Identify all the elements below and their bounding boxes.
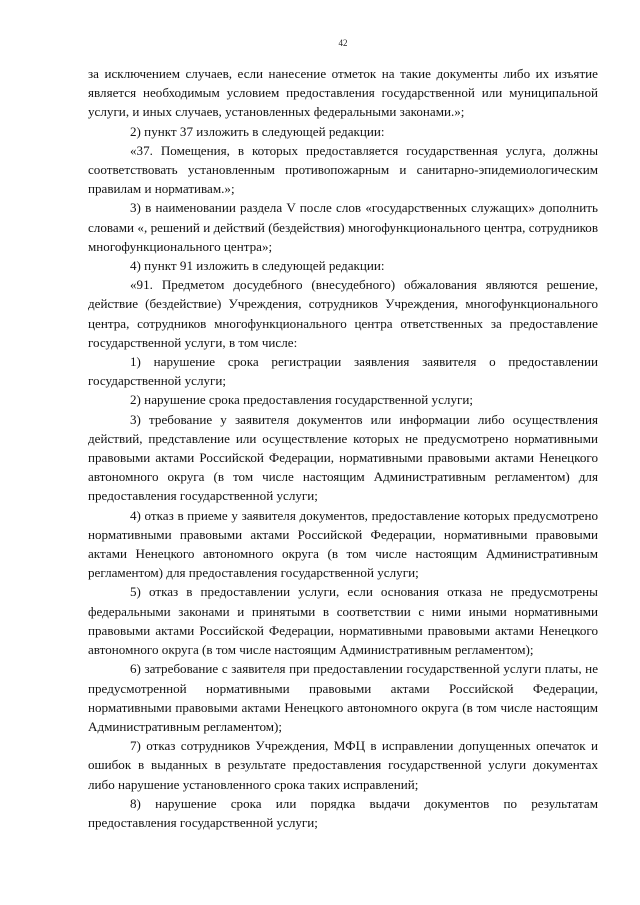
list-item-3: 3) требование у заявителя документов или информации либо осуществления действий, представление или осуществление которых не предусмотрено нормативными правовыми актами Российской Федерации, нормативными правовыми актами Ненецкого автономного округа (в том числе настоящим Административным регламентом) для предоставления государственной услуги;	[88, 411, 598, 504]
list-item-5: 5) отказ в предоставлении услуги, если основания отказа не предусмотрены федеральными законами и принятыми в соответствии с ними иными нормативными правовыми актами Российской Федерации, нормативными правовыми актами Ненецкого автономного округа (в том числе настоящим Административным регламентом);	[88, 584, 598, 658]
list-item-4: 4) отказ в приеме у заявителя документов, предоставление которых предусмотрено нормативными правовыми актами Российской Федерации, нормативными правовыми актами Ненецкого автономного округа (в том числе настоящим Административным регламентом) для предоставления государственной услуги;	[88, 507, 598, 581]
page-number: 42	[338, 38, 348, 48]
list-item-1: 1) нарушение срока регистрации заявления заявителя о предоставлении государственной услуги;	[88, 354, 598, 389]
paragraph-clause-91: «91. Предметом досудебного (внесудебного) обжалования являются решение, действие (бездействие) Учреждения, сотрудников Учреждения, многофункционального центра, сотрудников многофункционального центра ответственных за предоставление государственной услуги, в том числе:	[88, 277, 598, 350]
paragraph-clause-37: «37. Помещения, в которых предоставляется государственная услуга, должны соответствовать установленным противопожарным и санитарно-эпидемиологическим правилам и нормативам.»;	[88, 142, 598, 197]
document-body	[88, 64, 598, 832]
list-item-8: 8) нарушение срока или порядка выдачи документов по результатам предоставления государственной услуги;	[88, 795, 598, 830]
paragraph-exceptions-tail: за исключением случаев, если нанесение отметок на такие документы либо их изъятие является необходимым условием предоставления государственной или муниципальной услуги, и иных случаев, установленных федеральными законами.»;	[88, 66, 598, 120]
paragraph-item-3: 3) в наименовании раздела V после слов «государственных служащих» дополнить словами «, решений и действий (бездействия) многофункционального центра, сотрудников многофункционального центра»;	[88, 200, 598, 254]
list-item-6: 6) затребование с заявителя при предоставлении государственной услуги платы, не предусмотренной нормативными правовыми актами Российской Федерации, нормативными правовыми актами Ненецкого автономного округа (в том числе настоящим Административным регламентом);	[88, 661, 598, 734]
list-item-2: 2) нарушение срока предоставления государственной услуги;	[130, 392, 474, 408]
paragraph-item-4: 4) пункт 91 изложить в следующей редакции:	[130, 258, 385, 274]
paragraph-item-2: 2) пункт 37 изложить в следующей редакции:	[130, 123, 385, 139]
list-item-7: 7) отказ сотрудников Учреждения, МФЦ в исправлении допущенных опечаток и ошибок в выданных в результате предоставления государственной услуги документах либо нарушение установленного срока таких исправлений;	[88, 738, 598, 792]
